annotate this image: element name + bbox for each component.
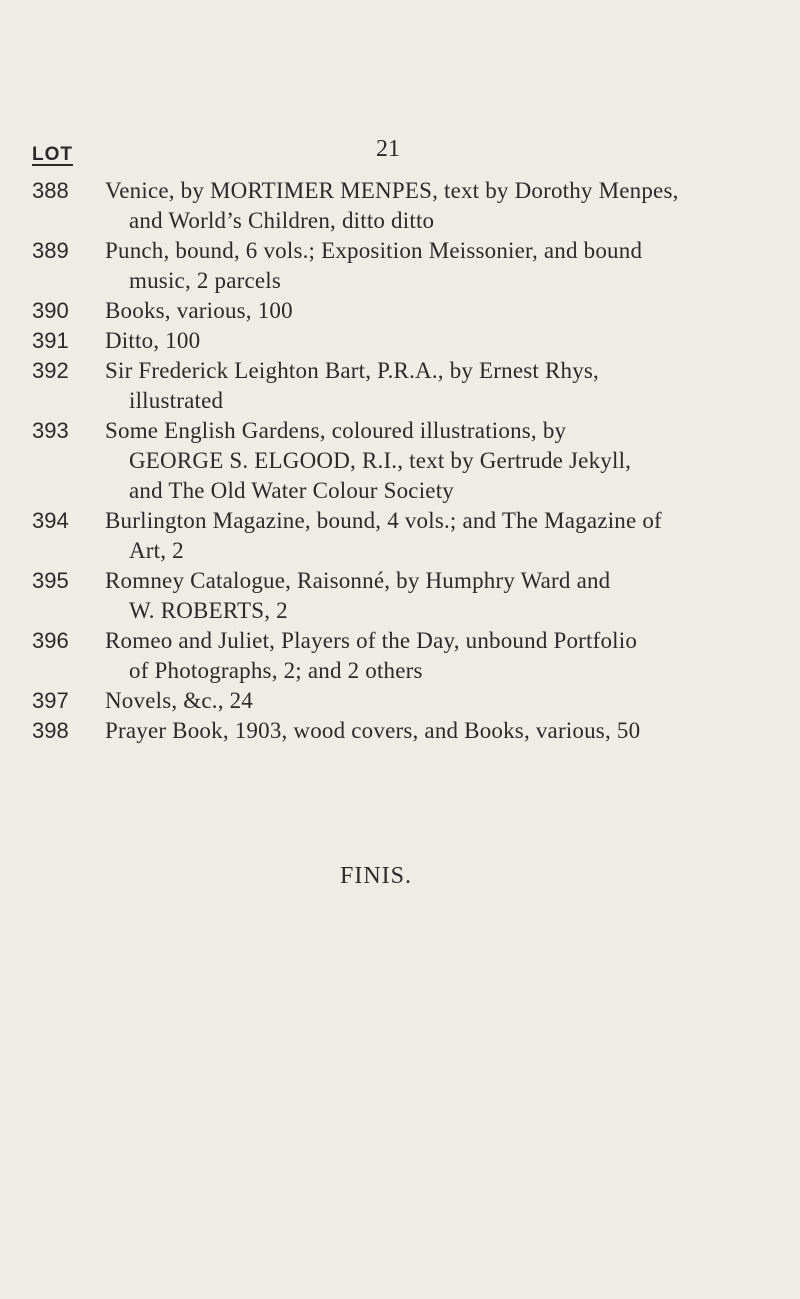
lot-column-header: LOT bbox=[32, 144, 73, 165]
description-line: Burlington Magazine, bound, 4 vols.; and The Magazine of bbox=[105, 508, 662, 533]
lot-description bbox=[105, 566, 775, 626]
description-line: Punch, bound, 6 vols.; Exposition Meissonier, and bound bbox=[105, 238, 643, 263]
description-line: Some English Gardens, coloured illustrations, by bbox=[105, 418, 567, 443]
lot-number: 391 bbox=[32, 328, 69, 353]
description-line: and The Old Water Colour Society bbox=[129, 478, 454, 503]
lot-description bbox=[105, 626, 775, 686]
description-line: Venice, by MORTIMER MENPES, text by Dorothy Menpes, bbox=[105, 178, 679, 203]
description-line: of Photographs, 2; and 2 others bbox=[129, 658, 423, 683]
description-line: Romney Catalogue, Raisonné, by Humphry Ward and bbox=[105, 568, 611, 593]
description-line: W. ROBERTS, 2 bbox=[129, 598, 288, 623]
description-line: Ditto, 100 bbox=[105, 328, 201, 353]
lot-number: 394 bbox=[32, 508, 69, 533]
lot-number: 396 bbox=[32, 628, 69, 653]
lot-description bbox=[105, 326, 775, 356]
lot-number: 395 bbox=[32, 568, 69, 593]
lot-description bbox=[105, 506, 775, 566]
lot-description bbox=[105, 416, 775, 506]
description-line: Art, 2 bbox=[129, 538, 184, 563]
lot-number: 388 bbox=[32, 178, 69, 203]
description-line: illustrated bbox=[129, 388, 224, 413]
lot-number: 389 bbox=[32, 238, 69, 263]
description-line: Prayer Book, 1903, wood covers, and Books, various, 50 bbox=[105, 718, 641, 743]
lot-description bbox=[105, 716, 775, 746]
description-line: Sir Frederick Leighton Bart, P.R.A., by Ernest Rhys, bbox=[105, 358, 599, 383]
description-line: Novels, &c., 24 bbox=[105, 688, 254, 713]
description-line: music, 2 parcels bbox=[129, 268, 282, 293]
description-line: GEORGE S. ELGOOD, R.I., text by Gertrude Jekyll, bbox=[129, 448, 632, 473]
description-line: Romeo and Juliet, Players of the Day, unbound Portfolio bbox=[105, 628, 638, 653]
lot-description bbox=[105, 296, 775, 326]
lot-description bbox=[105, 236, 775, 296]
lot-description bbox=[105, 176, 775, 236]
lot-number: 392 bbox=[32, 358, 69, 383]
lot-number: 393 bbox=[32, 418, 69, 443]
page-number: 21 bbox=[376, 136, 400, 162]
description-line: and World’s Children, ditto ditto bbox=[129, 208, 435, 233]
lot-description bbox=[105, 356, 775, 416]
lot-description bbox=[105, 686, 775, 716]
description-line: Books, various, 100 bbox=[105, 298, 293, 323]
lot-number: 397 bbox=[32, 688, 69, 713]
lot-number: 398 bbox=[32, 718, 69, 743]
finis-text: FINIS. bbox=[340, 863, 413, 889]
lot-number: 390 bbox=[32, 298, 69, 323]
